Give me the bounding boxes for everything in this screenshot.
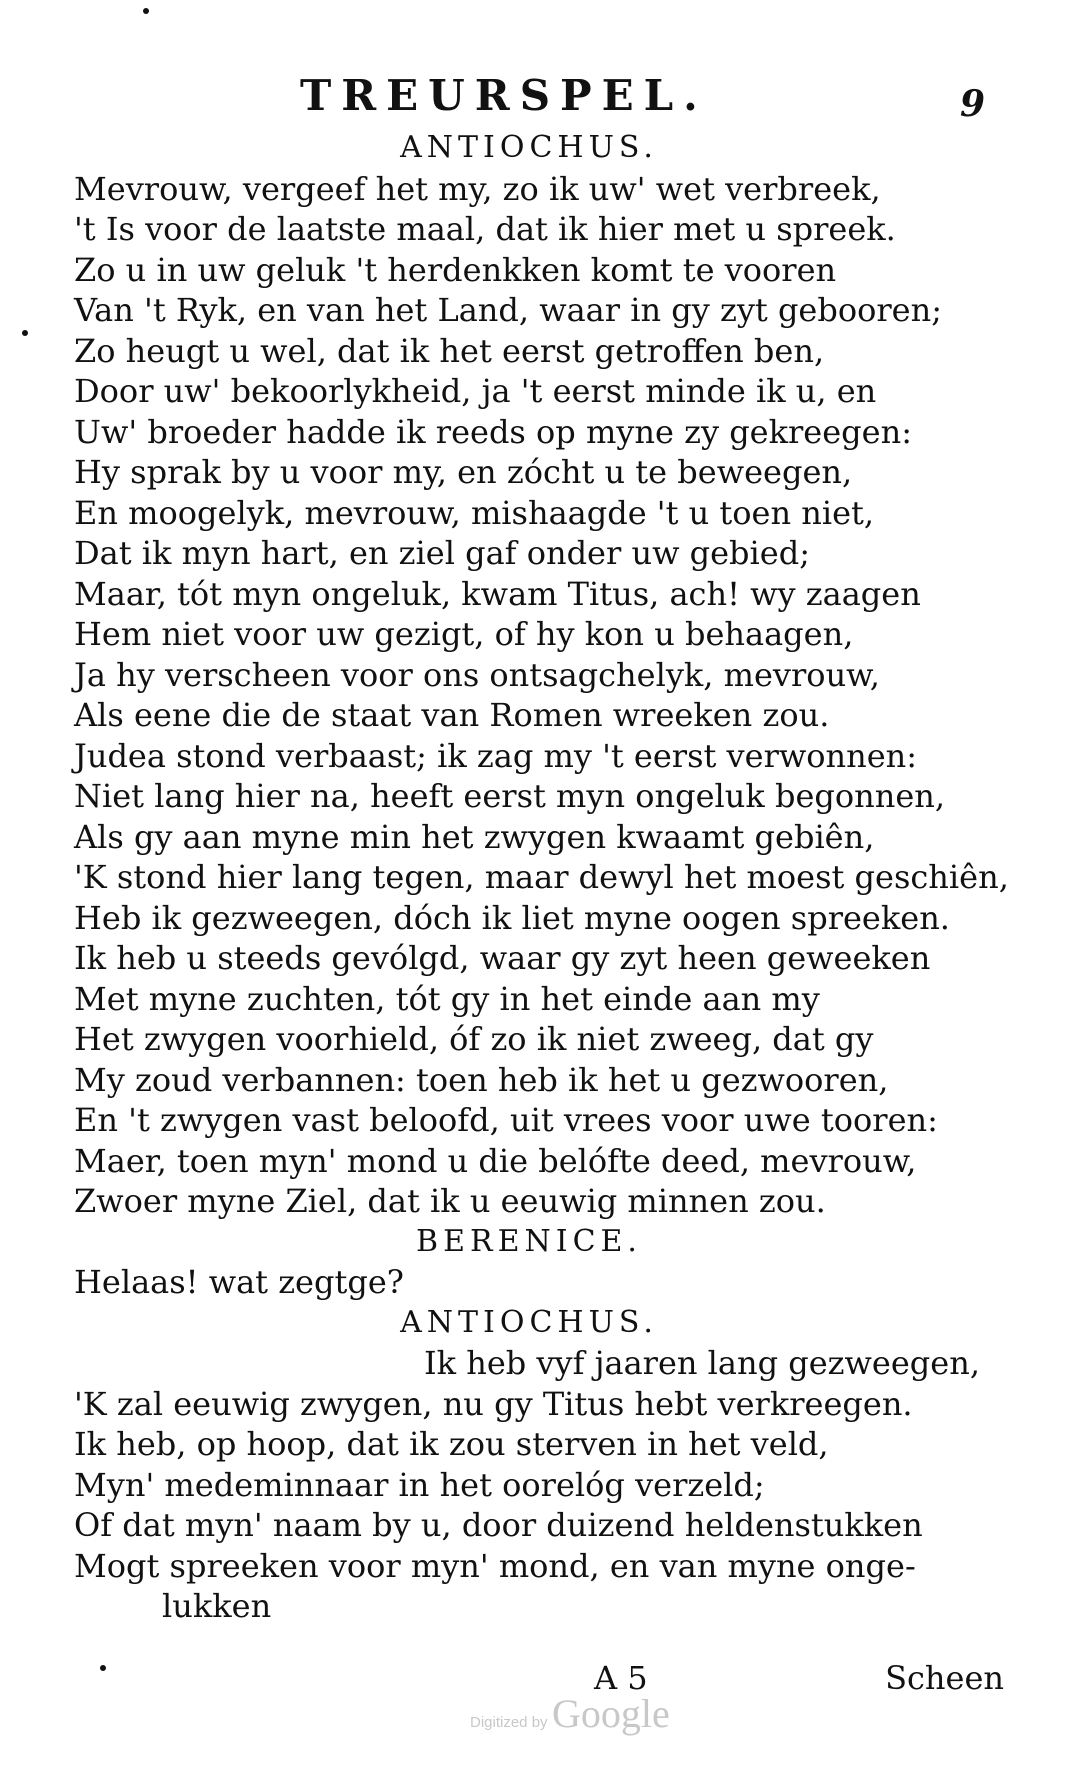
digitization-watermark: [470, 1690, 670, 1737]
text-block: [74, 128, 1009, 1627]
verse-line: Met myne zuchten, tót gy in het einde aan my: [74, 979, 820, 1018]
verse-line: Zwoer myne Ziel, dat ik u eeuwig minnen zou.: [74, 1182, 826, 1220]
catchword: Scheen: [885, 1659, 1004, 1697]
verse-line: Heb ik gezweegen, dóch ik liet myne oogen spreeken.: [74, 898, 950, 937]
watermark-brand: Google: [552, 1691, 670, 1736]
verse-line: Helaas! wat zegtge?: [74, 1263, 404, 1301]
verse-line: Ik heb u steeds gevólgd, waar gy zyt heen geweeken: [74, 939, 931, 977]
verse-line: Maar, tót myn ongeluk, kwam Titus, ach! wy zaagen: [74, 574, 921, 613]
verse-line: My zoud verbannen: toen heb ik het u gezwooren,: [74, 1060, 889, 1099]
verse-line: Judea stond verbaast; ik zag my 't eerst verwonnen:: [74, 736, 918, 775]
verse-line: Ik heb vyf jaaren lang gezweegen,: [424, 1344, 980, 1382]
verse-line: Als gy aan myne min het zwygen kwaamt gebiên,: [74, 817, 875, 856]
ink-speck: [22, 330, 28, 336]
verse-line: Het zwygen voorhield, óf zo ik niet zweeg, dat gy: [74, 1020, 874, 1058]
verse-line: Van 't Ryk, en van het Land, waar in gy zyt gebooren;: [74, 291, 942, 329]
speaker-heading: ANTIOCHUS.: [400, 1304, 658, 1340]
verse-line: Dat ik myn hart, en ziel gaf onder uw gebied;: [74, 534, 810, 572]
verse-line: Als eene die de staat van Romen wreeken zou.: [74, 696, 830, 734]
verse-line: Niet lang hier na, heeft eerst myn ongeluk begonnen,: [74, 777, 946, 815]
verse-line: Hy sprak by u voor my, en zócht u te beweegen,: [74, 453, 853, 491]
verse-line: Mevrouw, vergeef het my, zo ik uw' wet verbreek,: [74, 169, 881, 208]
verse-line: Myn' medeminnaar in het oorelóg verzeld;: [74, 1465, 765, 1504]
watermark-prefix: Digitized by: [470, 1714, 548, 1731]
verse-line: Zo heugt u wel, dat ik het eerst getroffen ben,: [74, 331, 825, 370]
verse-line: Mogt spreeken voor myn' mond, en van myne onge-: [74, 1546, 916, 1585]
verse-line: 'K zal eeuwig zwygen, nu gy Titus hebt verkreegen.: [74, 1384, 913, 1423]
verse-line: Ik heb, op hoop, dat ik zou sterven in het veld,: [74, 1425, 829, 1463]
verse-line: En moogelyk, mevrouw, mishaagde 't u toen niet,: [74, 493, 875, 532]
verse-line: lukken: [162, 1587, 272, 1625]
speaker-heading: BERENICE.: [416, 1223, 642, 1259]
running-title: TREURSPEL.: [300, 71, 708, 120]
verse-line: Uw' broeder hadde ik reeds op myne zy gekreegen:: [74, 412, 912, 451]
page-number: 9: [960, 83, 986, 125]
verse-line: Zo u in uw geluk 't herdenkken komt te vooren: [74, 250, 837, 289]
verse-line: Door uw' bekoorlykheid, ja 't eerst minde ik u, en: [74, 372, 877, 410]
verse-line: Ja hy verscheen voor ons ontsagchelyk, mevrouw,: [74, 655, 880, 694]
verse-line: Hem niet voor uw gezigt, of hy kon u behaagen,: [74, 615, 854, 653]
verse-line: Maer, toen myn' mond u die belófte deed, mevrouw,: [74, 1141, 917, 1180]
verse-line: Of dat myn' naam by u, door duizend heldenstukken: [74, 1506, 923, 1544]
ink-speck: [143, 8, 149, 14]
verse-line: En 't zwygen vast beloofd, uit vrees voor uwe tooren:: [74, 1101, 938, 1139]
speaker-heading: ANTIOCHUS.: [400, 130, 658, 165]
signature-mark: A 5: [594, 1659, 648, 1697]
verse-line: 't Is voor de laatste maal, dat ik hier met u spreek.: [74, 210, 896, 248]
verse-line: 'K stond hier lang tegen, maar dewyl het moest geschiên,: [74, 858, 1009, 896]
